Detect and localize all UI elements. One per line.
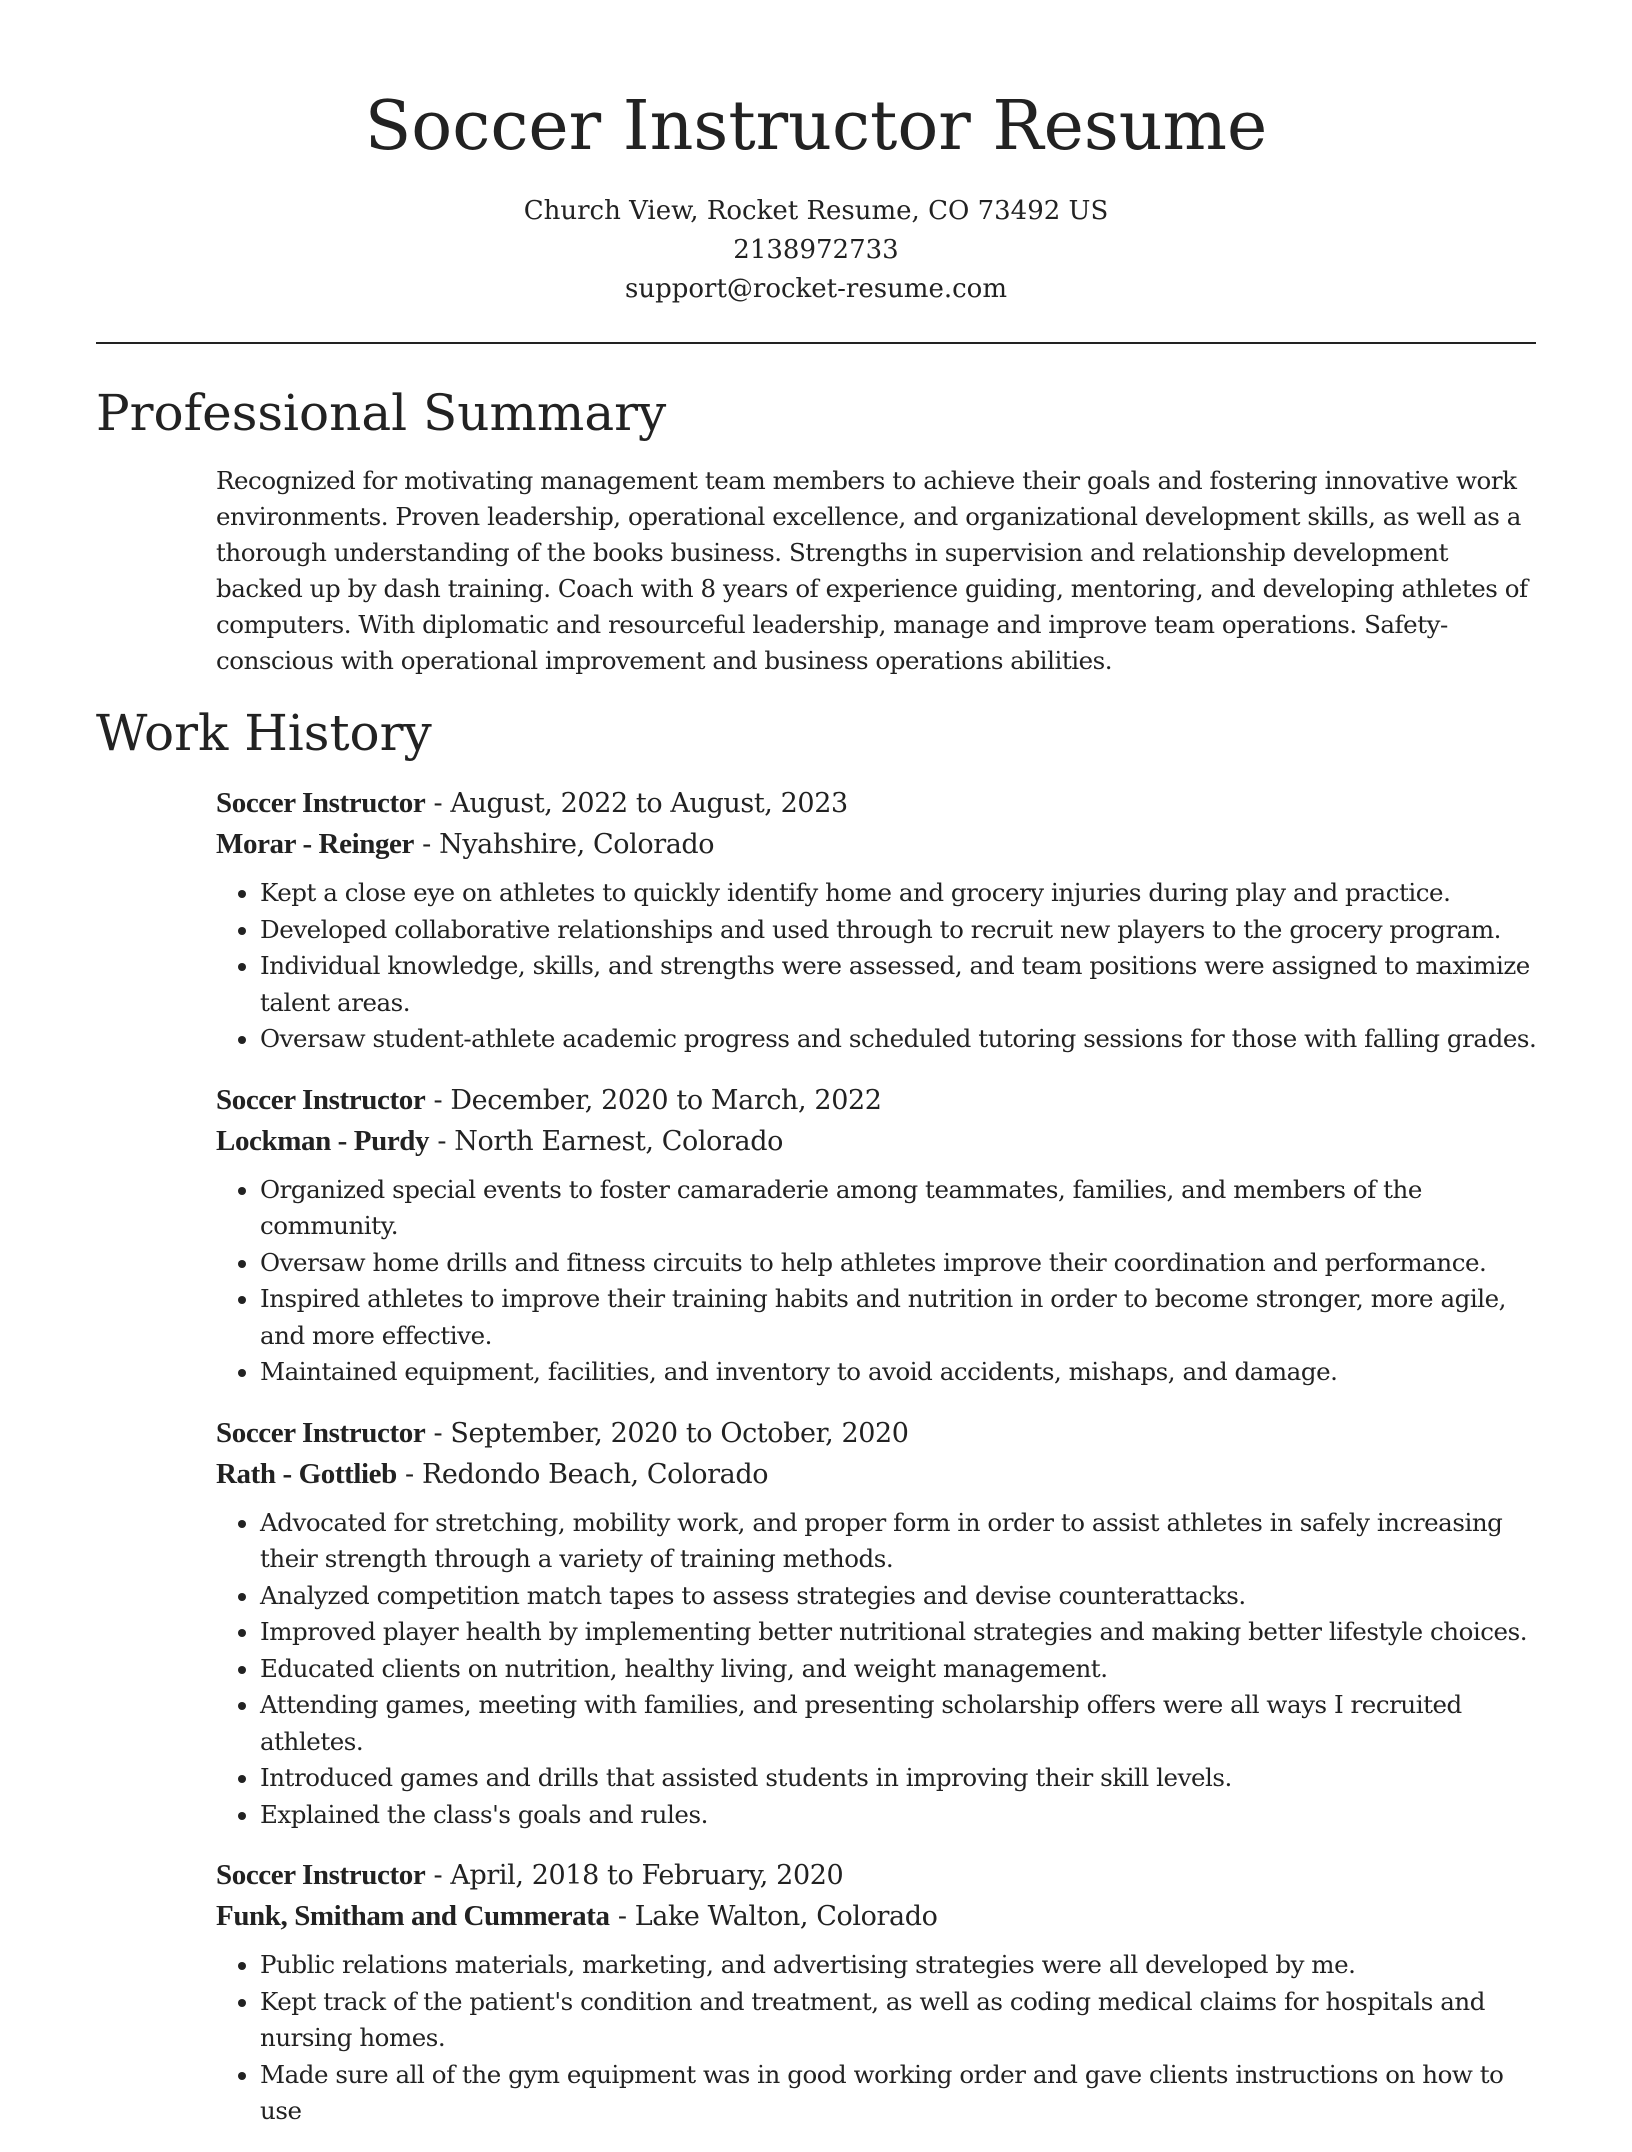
job-title: Soccer Instructor xyxy=(216,1416,426,1449)
job-bullet: • Organized special events to foster camaraderie among teammates, families, and members of the community. xyxy=(260,1172,1538,1245)
job-title: Soccer Instructor xyxy=(216,1859,426,1891)
job-list xyxy=(216,783,1538,2152)
job-bullet: • Individual knowledge, skills, and strengths were assessed, and team positions were assigned to maximize talent areas. xyxy=(260,948,1538,1021)
job-location: Nyahshire, Colorado xyxy=(439,829,715,860)
job-bullet: • Attending games, meeting with families, and presenting scholarship offers were all ways I recruited athletes. xyxy=(260,1687,1538,1760)
job-bullets xyxy=(216,1505,1538,1834)
job-bullets xyxy=(216,1172,1538,1391)
resume-header xyxy=(0,0,1632,309)
job-entry xyxy=(216,1080,1538,1391)
job-dates: April, 2018 to February, 2020 xyxy=(450,1860,844,1891)
summary-text: Recognized for motivating management team members to achieve their goals and fostering innovative work environments. Proven leadership, operational excellence, and organizational development skills, as well as a thorough understanding of the books business. Strengths in supervision and relationship development backed up by dash training. Coach with 8 years of experience guiding, mentoring, and developing athletes of computers. With diplomatic and resourceful leadership, manage and improve team operations. Safety-conscious with operational improvement and business operations abilities. xyxy=(216,466,1528,675)
job-entry xyxy=(216,783,1538,1058)
job-bullet: • Kept track of the patient's condition and treatment, as well as coding medical claims for hospitals and nursing homes. xyxy=(260,1984,1538,2057)
job-company: Rath - Gottlieb xyxy=(216,1457,397,1490)
job-bullets xyxy=(216,875,1538,1058)
job-bullet: • Oversaw student-athlete academic progress and scheduled tutoring sessions for those with falling grades. xyxy=(260,1021,1538,1058)
job-bullet: • Maintained equipment, facilities, and inventory to avoid accidents, mishaps, and damage. xyxy=(260,1354,1538,1391)
job-company: Lockman - Purdy xyxy=(216,1124,430,1157)
job-dates: December, 2020 to March, 2022 xyxy=(450,1084,882,1116)
job-title-line: Soccer Instructor - September, 2020 to October, 2020 xyxy=(216,1416,909,1449)
contact-address: Church View, Rocket Resume, CO 73492 US xyxy=(523,196,1109,226)
contact-email: support@rocket-resume.com xyxy=(624,274,1007,304)
job-bullet: • Educated clients on nutrition, healthy living, and weight management. xyxy=(260,1651,1538,1688)
job-dates: August, 2022 to August, 2023 xyxy=(450,788,848,819)
job-title-line: Soccer Instructor - December, 2020 to March, 2022 xyxy=(216,1083,882,1116)
job-bullet: • Analyzed competition match tapes to assess strategies and devise counterattacks. xyxy=(260,1578,1538,1615)
job-entry xyxy=(216,1413,1538,1834)
job-location: Redondo Beach, Colorado xyxy=(421,1458,769,1490)
job-bullet: • Public relations materials, marketing, and advertising strategies were all developed by me. xyxy=(260,1947,1538,1984)
job-company-line: Morar - Reinger - Nyahshire, Colorado xyxy=(216,828,715,860)
page-title: Soccer Instructor Resume xyxy=(364,87,1268,166)
contact-phone: 2138972733 xyxy=(733,235,899,265)
job-title: Soccer Instructor xyxy=(216,1083,426,1116)
job-bullet: • Improved player health by implementing better nutritional strategies and making better lifestyle choices. xyxy=(260,1614,1538,1651)
job-bullet: • Advocated for stretching, mobility work, and proper form in order to assist athletes in safely increasing their strength through a variety of training methods. xyxy=(260,1505,1538,1578)
job-company: Funk, Smitham and Cummerata xyxy=(216,1900,610,1932)
contact-block xyxy=(0,192,1632,309)
job-bullet: • Explained the class's goals and rules. xyxy=(260,1797,1538,1834)
job-company-line: Rath - Gottlieb - Redondo Beach, Colorado xyxy=(216,1457,769,1490)
job-company-line: Lockman - Purdy - North Earnest, Colorado xyxy=(216,1124,783,1157)
job-company-line: Funk, Smitham and Cummerata - Lake Walton, Colorado xyxy=(216,1900,938,1932)
job-location: North Earnest, Colorado xyxy=(454,1125,783,1157)
job-location: Lake Walton, Colorado xyxy=(634,1901,938,1932)
job-title-line: Soccer Instructor - August, 2022 to August, 2023 xyxy=(216,787,848,819)
job-bullet: • Developed collaborative relationships and used through to recruit new players to the grocery program. xyxy=(260,912,1538,949)
job-dates: September, 2020 to October, 2020 xyxy=(450,1417,909,1449)
job-company: Morar - Reinger xyxy=(216,828,414,860)
job-bullet: • Inspired athletes to improve their training habits and nutrition in order to become stronger, more agile, and more effective. xyxy=(260,1281,1538,1354)
summary-heading: Professional Summary xyxy=(96,384,667,442)
job-bullet: • Kept a close eye on athletes to quickly identify home and grocery injuries during play and practice. xyxy=(260,875,1538,912)
job-title: Soccer Instructor xyxy=(216,787,426,819)
job-bullets xyxy=(216,1947,1538,2130)
header-divider xyxy=(96,342,1536,344)
job-bullet: • Made sure all of the gym equipment was in good working order and gave clients instructions on how to use xyxy=(260,2057,1538,2130)
job-bullet: • Oversaw home drills and fitness circuits to help athletes improve their coordination and performance. xyxy=(260,1245,1538,1282)
job-title-line: Soccer Instructor - April, 2018 to February, 2020 xyxy=(216,1859,844,1891)
job-entry xyxy=(216,1855,1538,2130)
work-history-heading: Work History xyxy=(96,704,432,762)
job-bullet: • Introduced games and drills that assisted students in improving their skill levels. xyxy=(260,1760,1538,1797)
